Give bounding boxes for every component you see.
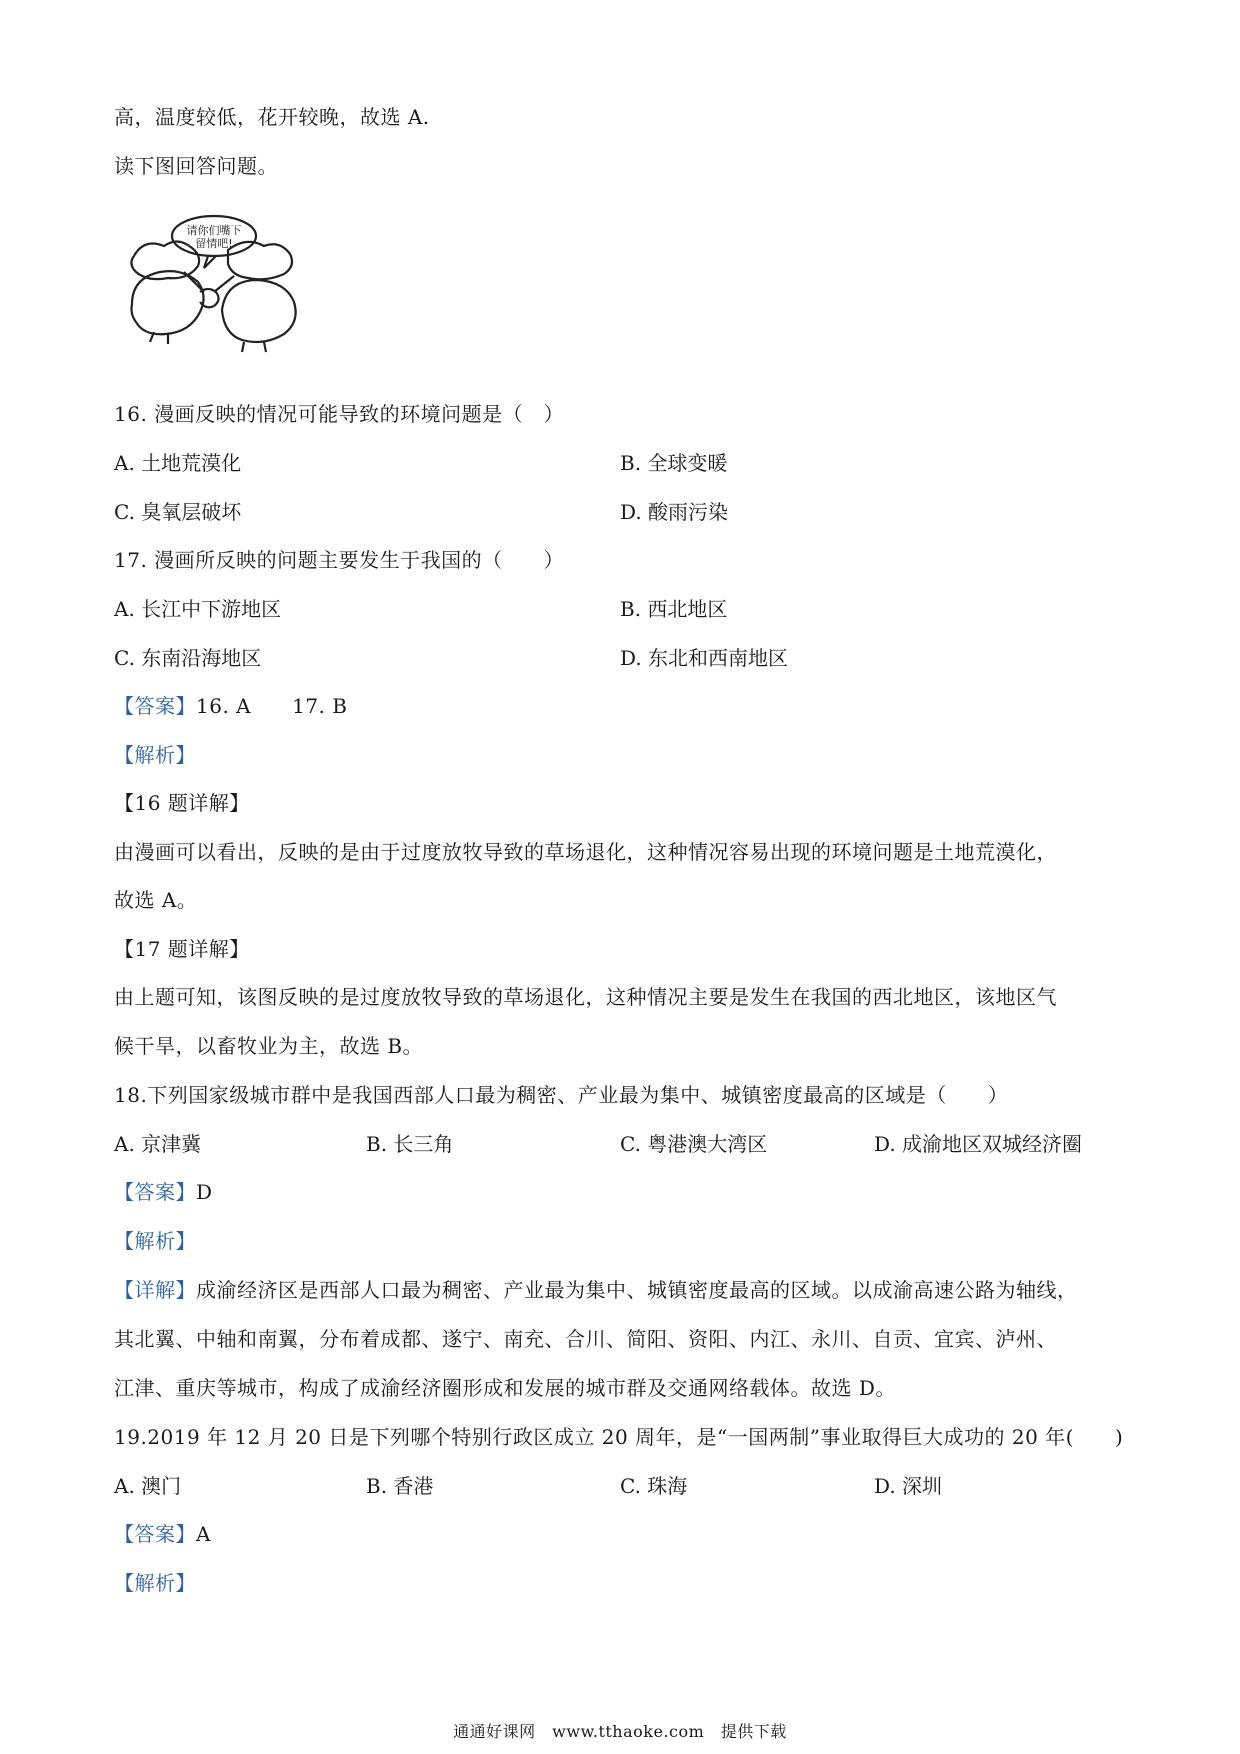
detail-18-text	[114, 1277, 1078, 1303]
question-16: 16. 漫画反映的情况可能导致的环境问题是（ ）	[114, 402, 565, 426]
text-line: 读下图回答问题。	[114, 154, 278, 178]
question-18: 18.下列国家级城市群中是我国西部人口最为稠密、产业最为集中、城镇密度最高的区域是（ ）	[114, 1083, 1009, 1107]
option-17d: D. 东北和西南地区	[620, 646, 789, 670]
detail-18-text: 江津、重庆等城市，构成了成渝经济圈形成和发展的城市群及交通网络载体。故选 D。	[114, 1376, 896, 1400]
option-18c: C. 粤港澳大湾区	[620, 1132, 768, 1156]
answer-tag: 【答案】	[114, 694, 196, 718]
option-17b: B. 西北地区	[620, 597, 728, 621]
speech-text: 请你们嘴下	[186, 224, 242, 237]
page-footer: 通通好课网 www.tthaoke.com 提供下载	[453, 1722, 787, 1741]
answer-19	[114, 1521, 211, 1547]
answer-18	[114, 1179, 213, 1205]
speech-text-2: 留情吧!	[195, 237, 233, 250]
option-18d: D. 成渝地区双城经济圈	[874, 1132, 1083, 1156]
analysis-tag: 【解析】	[114, 1571, 196, 1595]
detail-tag: 【详解】	[114, 1278, 196, 1302]
option-17c: C. 东南沿海地区	[114, 646, 262, 670]
answer-value: 16. A 17. B	[196, 694, 348, 718]
question-19: 19.2019 年 12 月 20 日是下列哪个特别行政区成立 20 周年，是“一国两制”事业取得巨大成功的 20 年( )	[114, 1425, 1124, 1449]
option-16c: C. 臭氧层破坏	[114, 500, 242, 524]
question-17: 17. 漫画所反映的问题主要发生于我国的（ ）	[114, 548, 565, 572]
text-line: 高，温度较低，花开较晚，故选 A.	[114, 105, 430, 129]
analysis-tag: 【解析】	[114, 1229, 196, 1253]
detail-16-heading: 【16 题详解】	[114, 791, 250, 815]
option-19b: B. 香港	[366, 1474, 434, 1498]
answer-tag: 【答案】	[114, 1180, 196, 1204]
detail-18-text: 其北翼、中轴和南翼，分布着成都、遂宁、南充、合川、简阳、资阳、内江、永川、自贡、宜宾、泸州、	[114, 1327, 1057, 1351]
option-16a: A. 土地荒漠化	[114, 451, 242, 475]
answer-value: A	[196, 1522, 211, 1546]
option-19c: C. 珠海	[620, 1474, 688, 1498]
detail-16-text: 故选 A。	[114, 888, 198, 912]
detail-text: 成渝经济区是西部人口最为稠密、产业最为集中、城镇密度最高的区域。以成渝高速公路为轴线，	[196, 1278, 1078, 1302]
answer-value: D	[196, 1180, 213, 1204]
detail-17-text: 候干旱，以畜牧业为主，故选 B。	[114, 1034, 424, 1058]
answer-tag: 【答案】	[114, 1522, 196, 1546]
option-16d: D. 酸雨污染	[620, 500, 729, 524]
option-17a: A. 长江中下游地区	[114, 597, 282, 621]
detail-17-heading: 【17 题详解】	[114, 937, 250, 961]
analysis-tag: 【解析】	[114, 743, 196, 767]
detail-17-text: 由上题可知，该图反映的是过度放牧导致的草场退化，这种情况主要是发生在我国的西北地区，该地区气	[114, 985, 1057, 1009]
overgrazing-cartoon	[124, 212, 314, 370]
detail-16-text: 由漫画可以看出，反映的是由于过度放牧导致的草场退化，这种情况容易出现的环境问题是土地荒漠化，	[114, 840, 1057, 864]
option-19d: D. 深圳	[874, 1474, 943, 1498]
option-18a: A. 京津冀	[114, 1132, 202, 1156]
option-18b: B. 长三角	[366, 1132, 454, 1156]
option-19a: A. 澳门	[114, 1474, 182, 1498]
option-16b: B. 全球变暖	[620, 451, 728, 475]
answer-16-17	[114, 693, 347, 719]
